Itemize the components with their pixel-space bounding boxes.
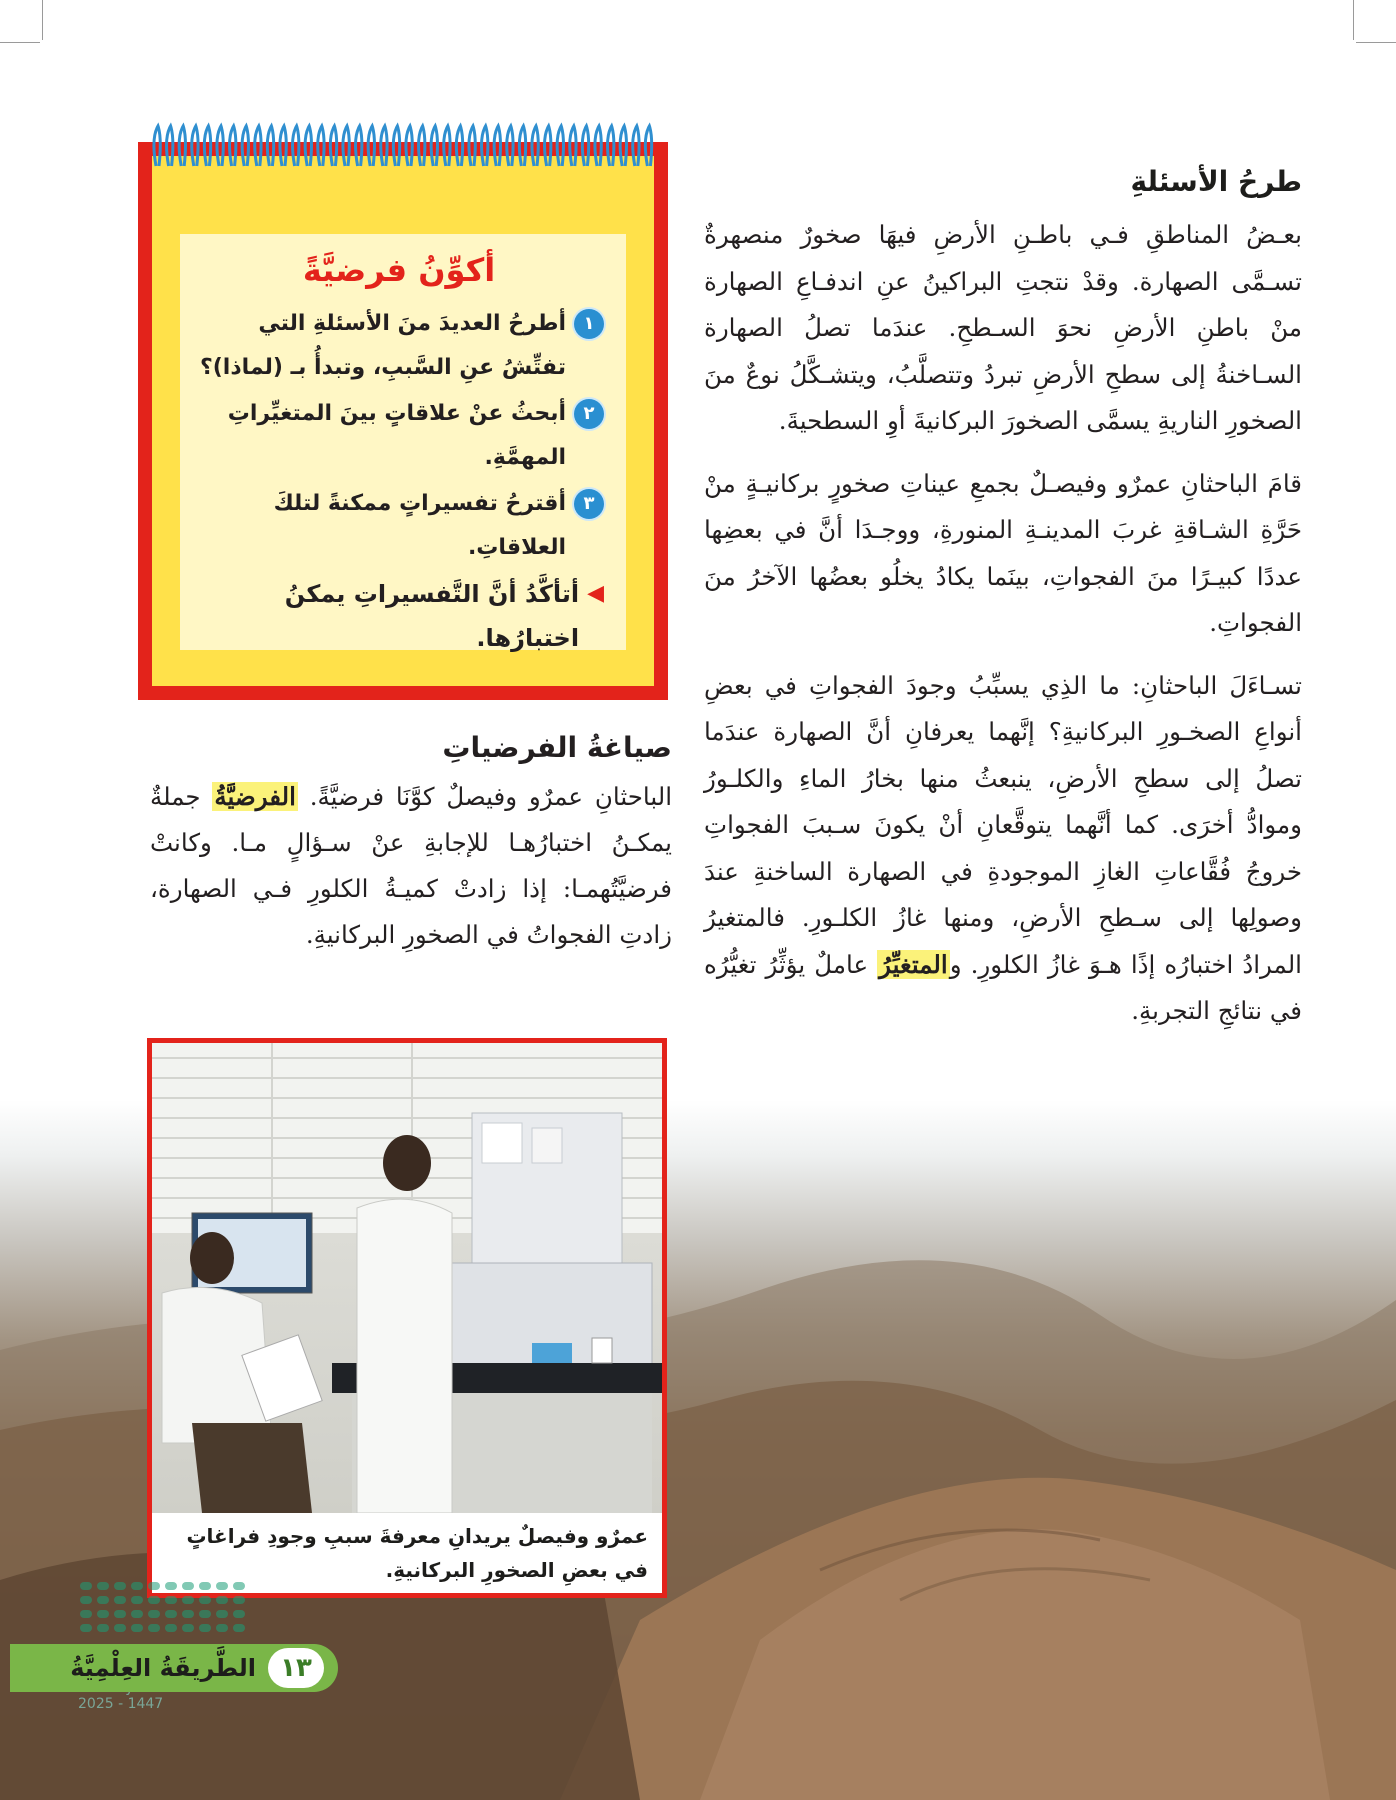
spiral-ring [545,126,551,166]
notebook-title: أكوِّنُ فرضيَّةً [302,251,496,289]
logo-dot [80,1582,92,1590]
logo-dot [199,1610,211,1618]
logo-dot [165,1582,177,1590]
section-heading-hypotheses: صياغةُ الفرضياتِ [442,731,672,764]
spiral-ring [330,126,336,166]
logo-dot [97,1582,109,1590]
spiral-ring [633,126,639,166]
term-hypothesis: الفرضيَّةُ [214,782,296,811]
notebook-spiral-icon [138,118,668,188]
logo-dot [97,1624,109,1632]
logo-dot [80,1624,92,1632]
spiral-ring [557,126,563,166]
logo-dot [80,1596,92,1604]
section-heading-asking-questions: طرحُ الأسئلةِ [1130,165,1302,198]
crop-mark [0,42,40,43]
logo-dot [165,1624,177,1632]
spiral-ring [595,126,601,166]
paragraph-hypothesis-text-a: الباحثانِ عمرٌو وفيصلٌ كوَّنَا فرضيَّةً. [297,782,673,811]
main-text-column [704,160,1302,1051]
crop-mark [1356,42,1396,43]
logo-dot [148,1610,160,1618]
spiral-ring [242,126,248,166]
spiral-ring [179,126,185,166]
paragraph-samples: قامَ الباحثانِ عمرٌو وفيصـلٌ بجمعِ عيناتِ صخورٍ بركانيـةٍ منْ حَرَّةِ الشـاقةِ غربَ المدينـةِ المنورةِ، ووجـدَا أنَّ في بعضِها عددًا كبيـرًا منَ الفجواتِ، بينَما يكادُ يخلُو بعضُها الآخرُ منَ الفجواتِ. [704,468,1302,637]
logo-dot [97,1610,109,1618]
logo-dot [80,1610,92,1618]
logo-dot [182,1624,194,1632]
spiral-ring [255,126,261,166]
triangle-arrow-icon: ◀ [587,581,604,606]
logo-dot [233,1610,245,1618]
paragraph-hypothesis-text-b: جملةٌ يمكـنُ اختبارُهـا للإجابةِ عنْ سـؤالٍ مـا. وكانتْ فرضيَّتُهمـا: إذا زادتْ كميـةُ الكلورِ فـي الصهارة، زادتِ الفجواتُ في الصخورِ البركانيةِ. [150,782,672,949]
logo-dot [216,1624,228,1632]
spiral-ring [230,126,236,166]
spiral-ring [519,126,525,166]
notebook-item [194,392,604,480]
logo-dot [114,1596,126,1604]
logo-dot [216,1582,228,1590]
notebook-card [180,234,626,650]
logo-dot [233,1624,245,1632]
logo-dot [216,1610,228,1618]
chapter-title: الطَّريقَةُ العِلْمِيَّةُ [70,1654,256,1682]
spiral-ring [431,126,437,166]
notebook-item-text: أطرحُ العديدَ منَ الأسئلةِ التي تفتِّشُ عنِ السَّببِ، وتبدأُ بـ (لماذا)؟ [199,311,566,380]
logo-dot [182,1596,194,1604]
logo-dot [131,1624,143,1632]
logo-dot [182,1610,194,1618]
spiral-ring [280,126,286,166]
lab-researchers-photo [152,1043,662,1513]
spiral-ring [620,126,626,166]
notebook-final-item [194,572,604,660]
logo-dot [233,1596,245,1604]
term-variable: المتغيِّرُ [879,949,948,979]
spiral-ring [305,126,311,166]
logo-dot [233,1582,245,1590]
logo-dot [199,1582,211,1590]
logo-dot [165,1596,177,1604]
logo-dot [148,1596,160,1604]
number-badge: ٢ [574,399,604,429]
ministry-year: 2025 - 1447 [78,1696,164,1712]
lab-photo-frame [147,1038,667,1598]
spiral-ring [192,126,198,166]
spiral-ring [456,126,462,166]
logo-dot [131,1596,143,1604]
notebook-item [194,482,604,570]
spiral-ring [570,126,576,166]
page-footer-tab [10,1644,338,1692]
paragraph-question-text-b: عاملٌ يؤثِّرُ تغيُّرُه في نتائجِ التجربةِ. [704,949,1302,1025]
notebook-item-text: أبحثُ عنْ علاقاتٍ بينَ المتغيِّراتِ المهمَّةِ. [227,401,566,470]
spiral-ring [494,126,500,166]
number-badge: ٣ [574,489,604,519]
spiral-ring [154,126,160,166]
spiral-ring [343,126,349,166]
paragraph-hypothesis [150,774,672,958]
spiral-ring [444,126,450,166]
paragraph-question-text-a: تسـاءَلَ الباحثانِ: ما الذِي يسبِّبُ وجودَ الفجواتِ في بعضِ أنواعِ الصخـورِ البركانيةِ؟ إنَّهما يعرفانِ أنَّ الصهارة عندَما تصلُ إلى سطحِ الأرضِ، ينبعثُ منها بخارُ الماءِ والكلـورُ وموادُّ أخرَى. كما أنَّهما يتوقَّعانِ أنْ يكونَ سـببَ الفجواتِ خروجُ فُقَّاعاتِ الغازِ الموجودةِ في الصهارة الساخنةِ عندَ وصولِها إلى سـطحِ الأرضِ، ومنها غازُ الكلـورِ. فالمتغيرُ المرادُ اختبارُه إذًا هـوَ غازُ الكلورِ. و [704,670,1302,979]
spiral-ring [469,126,475,166]
spiral-ring [318,126,324,166]
crop-mark [1353,0,1354,40]
spiral-ring [368,126,374,166]
spiral-ring [381,126,387,166]
spiral-ring [217,126,223,166]
spiral-ring [582,126,588,166]
logo-dot [182,1582,194,1590]
spiral-ring [267,126,273,166]
paragraph-magma: بعـضُ المناطقِ فـي باطـنِ الأرضِ فيهَا صخورٌ منصهرةٌ تسـمَّى الصهارة. وقدْ نتجتِ البراكينُ عنِ اندفـاعِ الصهارة منْ باطنِ الأرضِ نحوَ السـطحِ. عندَما تصلُ الصهارة السـاخنةُ إلى سطحِ الأرضِ تبردُ وتتصلَّبُ، ويتشـكَّلُ نوعٌ منَ الصخورِ الناريةِ يسمَّى الصخورَ البركانيةَ أوِ السطحيةَ. [704,220,1302,435]
photo-caption: عمرٌو وفيصلٌ يريدانِ معرفةَ سببِ وجودِ فراغاتٍ في بعضِ الصخورِ البركانيةِ. [152,1513,662,1593]
logo-dot [131,1582,143,1590]
spiral-ring [532,126,538,166]
crop-mark [42,0,43,40]
number-badge: ١ [574,309,604,339]
hypothesis-tips-notebook [138,142,668,700]
spiral-ring [608,126,614,166]
spiral-ring [204,126,210,166]
logo-dot [216,1596,228,1604]
logo-dot [148,1582,160,1590]
logo-dot [114,1610,126,1618]
spiral-ring [167,126,173,166]
logo-dot [114,1624,126,1632]
logo-dot [199,1596,211,1604]
logo-dot [131,1610,143,1618]
logo-dot [97,1596,109,1604]
notebook-final-text: أتأكَّدُ أنَّ التَّفسيراتِ يمكنُ اختبارُها. [284,580,580,652]
page-number: ١٣ [268,1648,324,1688]
spiral-ring [356,126,362,166]
hypothesis-section [150,726,672,958]
logo-dot [165,1610,177,1618]
spiral-ring [645,126,651,166]
spiral-ring [406,126,412,166]
paragraph-question [704,663,1302,1035]
logo-dot [148,1624,160,1632]
spiral-ring [293,126,299,166]
logo-dot [114,1582,126,1590]
logo-dot [199,1624,211,1632]
spiral-ring [507,126,513,166]
spiral-ring [482,126,488,166]
spiral-ring [393,126,399,166]
notebook-item-text: أقترحُ تفسيراتٍ ممكنةً لتلكَ العلاقاتِ. [273,491,566,560]
notebook-item [194,302,604,390]
notebook-page [152,156,654,686]
spiral-ring [419,126,425,166]
